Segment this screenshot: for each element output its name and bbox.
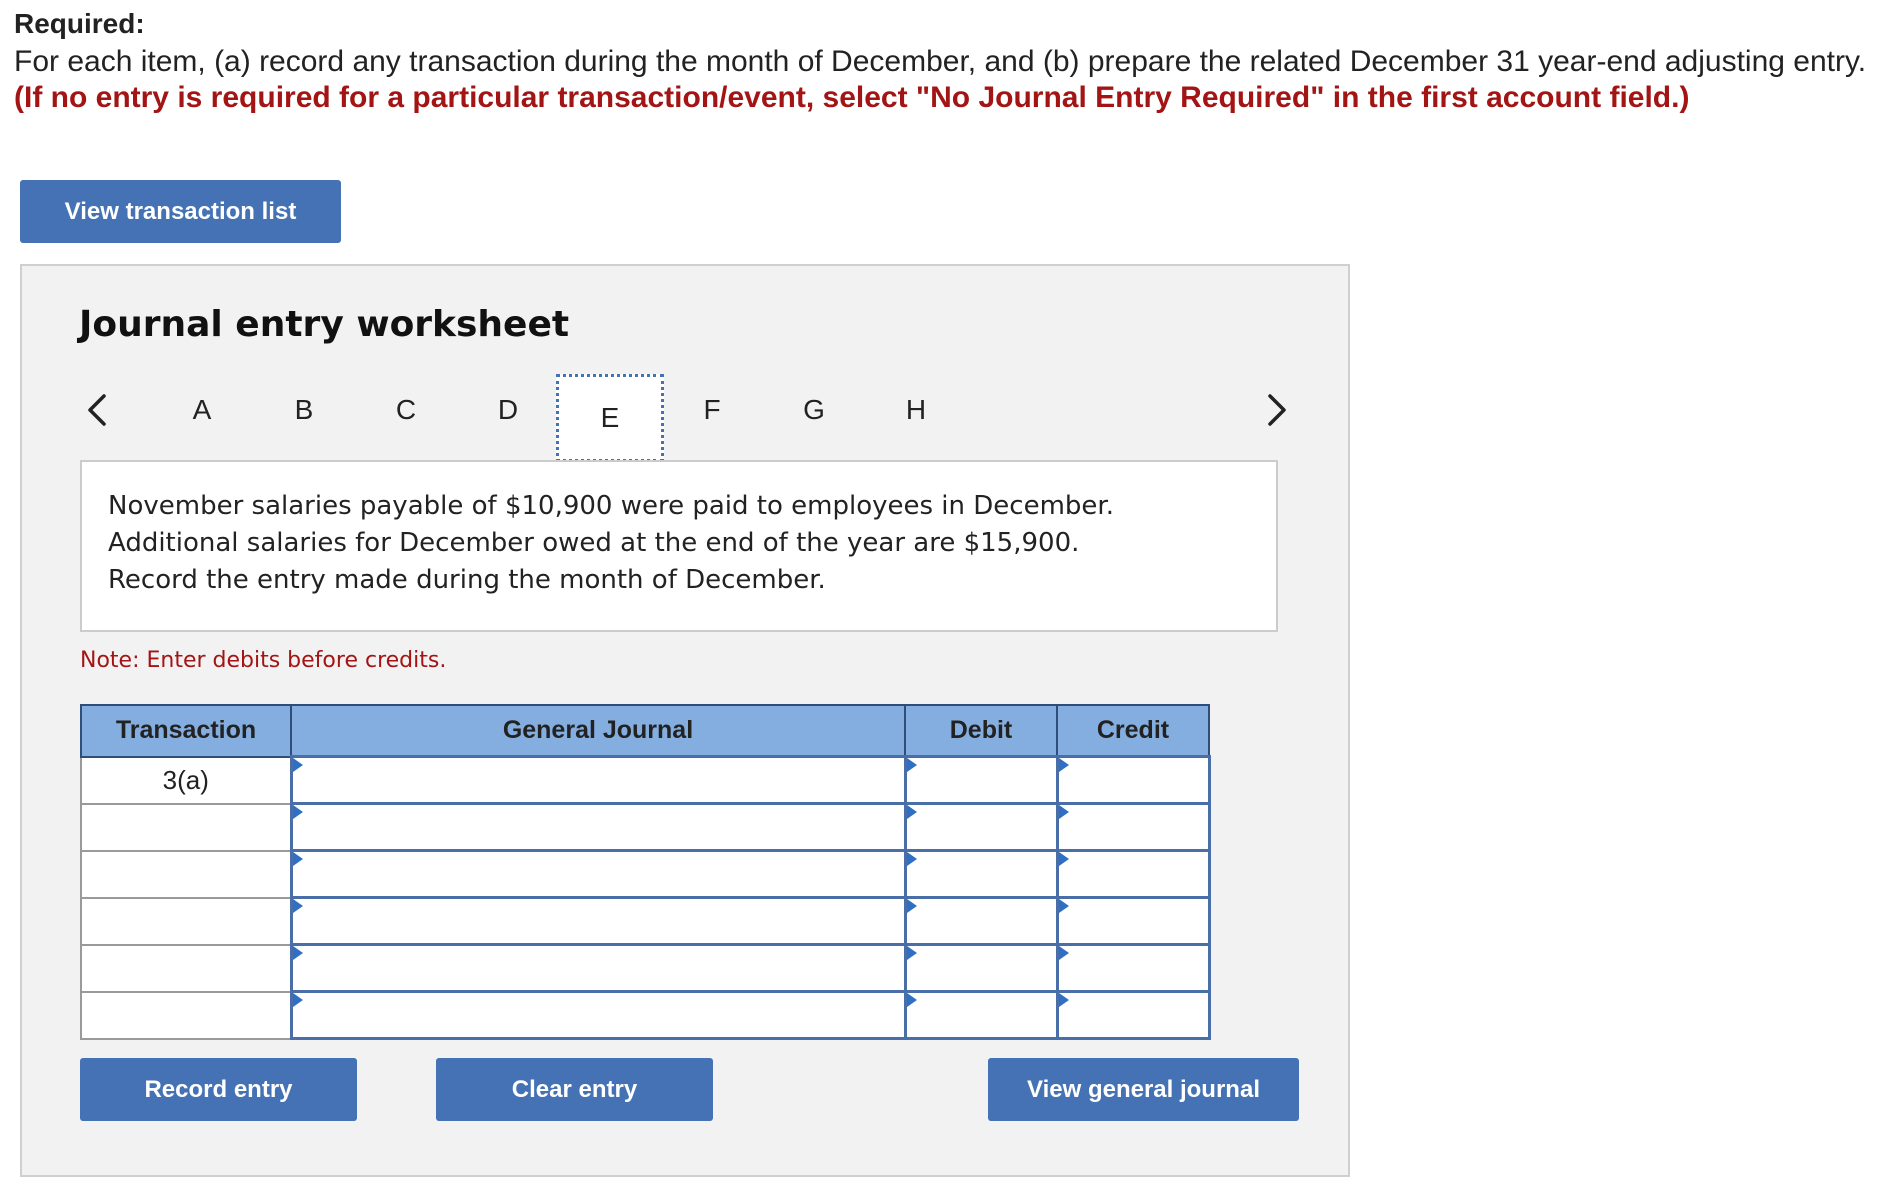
dropdown-triangle-icon	[1059, 758, 1069, 772]
debits-note: Note: Enter debits before credits.	[80, 648, 447, 673]
dropdown-triangle-icon	[1059, 805, 1069, 819]
table-row	[81, 945, 1209, 992]
required-red-instruction: (If no entry is required for a particular transaction/event, select "No Journal Entry Required" in the first account field.)	[14, 81, 1690, 114]
credit-input[interactable]	[1059, 760, 1208, 800]
dropdown-triangle-icon	[293, 993, 303, 1007]
transaction-cell	[81, 898, 291, 945]
journal-table	[80, 704, 1211, 1040]
transaction-cell	[81, 992, 291, 1039]
view-transaction-list-button[interactable]: View transaction list	[20, 180, 341, 243]
account-input[interactable]	[293, 948, 904, 988]
credit-cell[interactable]	[1057, 945, 1209, 992]
dropdown-triangle-icon	[293, 946, 303, 960]
header-debit: Debit	[905, 705, 1057, 757]
dropdown-triangle-icon	[907, 852, 917, 866]
debit-input[interactable]	[907, 948, 1056, 988]
debit-cell[interactable]	[905, 992, 1057, 1039]
table-row	[81, 851, 1209, 898]
description-line: Record the entry made during the month of December.	[108, 565, 826, 595]
dropdown-triangle-icon	[907, 993, 917, 1007]
table-header-row	[81, 705, 1209, 757]
table-row	[81, 804, 1209, 851]
debit-input[interactable]	[907, 995, 1056, 1035]
header-transaction: Transaction	[81, 705, 291, 757]
credit-input[interactable]	[1059, 901, 1208, 941]
credit-input[interactable]	[1059, 995, 1208, 1035]
debit-input[interactable]	[907, 854, 1056, 894]
debit-cell[interactable]	[905, 898, 1057, 945]
dropdown-triangle-icon	[293, 852, 303, 866]
account-input[interactable]	[293, 807, 904, 847]
dropdown-triangle-icon	[293, 805, 303, 819]
debit-cell[interactable]	[905, 804, 1057, 851]
debit-input[interactable]	[907, 807, 1056, 847]
dropdown-triangle-icon	[907, 899, 917, 913]
journal-entry-worksheet	[20, 264, 1350, 1177]
tab-f[interactable]: F	[703, 394, 721, 425]
account-cell[interactable]	[291, 851, 905, 898]
dropdown-triangle-icon	[1059, 899, 1069, 913]
credit-cell[interactable]	[1057, 757, 1209, 804]
credit-input[interactable]	[1059, 948, 1208, 988]
required-heading: Required:	[14, 8, 145, 39]
required-instructions	[14, 44, 1884, 116]
header-credit: Credit	[1057, 705, 1209, 757]
dropdown-triangle-icon	[907, 946, 917, 960]
debit-cell[interactable]	[905, 757, 1057, 804]
chevron-right-icon[interactable]	[1262, 386, 1292, 434]
debit-input[interactable]	[907, 760, 1056, 800]
account-input[interactable]	[293, 760, 904, 800]
credit-cell[interactable]	[1057, 898, 1209, 945]
account-cell[interactable]	[291, 992, 905, 1039]
account-cell[interactable]	[291, 757, 905, 804]
transaction-description	[80, 460, 1278, 632]
dropdown-triangle-icon	[1059, 993, 1069, 1007]
description-line: November salaries payable of $10,900 were paid to employees in December.	[108, 491, 1114, 521]
debit-input[interactable]	[907, 901, 1056, 941]
header-general-journal: General Journal	[291, 705, 905, 757]
description-line: Additional salaries for December owed at the end of the year are $15,900.	[108, 528, 1080, 558]
account-cell[interactable]	[291, 898, 905, 945]
required-text: For each item, (a) record any transaction during the month of December, and (b) prepare the related December 31 year-end adjusting entry.	[14, 45, 1867, 78]
transaction-cell	[81, 945, 291, 992]
account-cell[interactable]	[291, 945, 905, 992]
account-input[interactable]	[293, 995, 904, 1035]
dropdown-triangle-icon	[1059, 852, 1069, 866]
dropdown-triangle-icon	[293, 899, 303, 913]
record-entry-button[interactable]: Record entry	[80, 1058, 357, 1121]
dropdown-triangle-icon	[293, 758, 303, 772]
tab-e[interactable]: E	[556, 374, 664, 462]
account-cell[interactable]	[291, 804, 905, 851]
table-row	[81, 898, 1209, 945]
credit-cell[interactable]	[1057, 851, 1209, 898]
transaction-cell	[81, 804, 291, 851]
dropdown-triangle-icon	[1059, 946, 1069, 960]
credit-cell[interactable]	[1057, 992, 1209, 1039]
chevron-left-icon[interactable]	[82, 386, 112, 434]
tab-d[interactable]: D	[497, 394, 519, 425]
debit-cell[interactable]	[905, 945, 1057, 992]
dropdown-triangle-icon	[907, 758, 917, 772]
credit-input[interactable]	[1059, 807, 1208, 847]
tab-a[interactable]: A	[192, 394, 212, 425]
transaction-cell	[81, 851, 291, 898]
account-input[interactable]	[293, 901, 904, 941]
credit-input[interactable]	[1059, 854, 1208, 894]
dropdown-triangle-icon	[907, 805, 917, 819]
credit-cell[interactable]	[1057, 804, 1209, 851]
clear-entry-button[interactable]: Clear entry	[436, 1058, 713, 1121]
tab-h[interactable]: H	[905, 394, 927, 425]
transaction-cell: 3(a)	[81, 757, 291, 804]
tab-c[interactable]: C	[395, 394, 417, 425]
tab-b[interactable]: B	[294, 394, 314, 425]
table-row	[81, 757, 1209, 804]
table-row	[81, 992, 1209, 1039]
view-general-journal-button[interactable]: View general journal	[988, 1058, 1299, 1121]
worksheet-title: Journal entry worksheet	[79, 304, 570, 345]
account-input[interactable]	[293, 854, 904, 894]
debit-cell[interactable]	[905, 851, 1057, 898]
tab-g[interactable]: G	[803, 394, 825, 425]
